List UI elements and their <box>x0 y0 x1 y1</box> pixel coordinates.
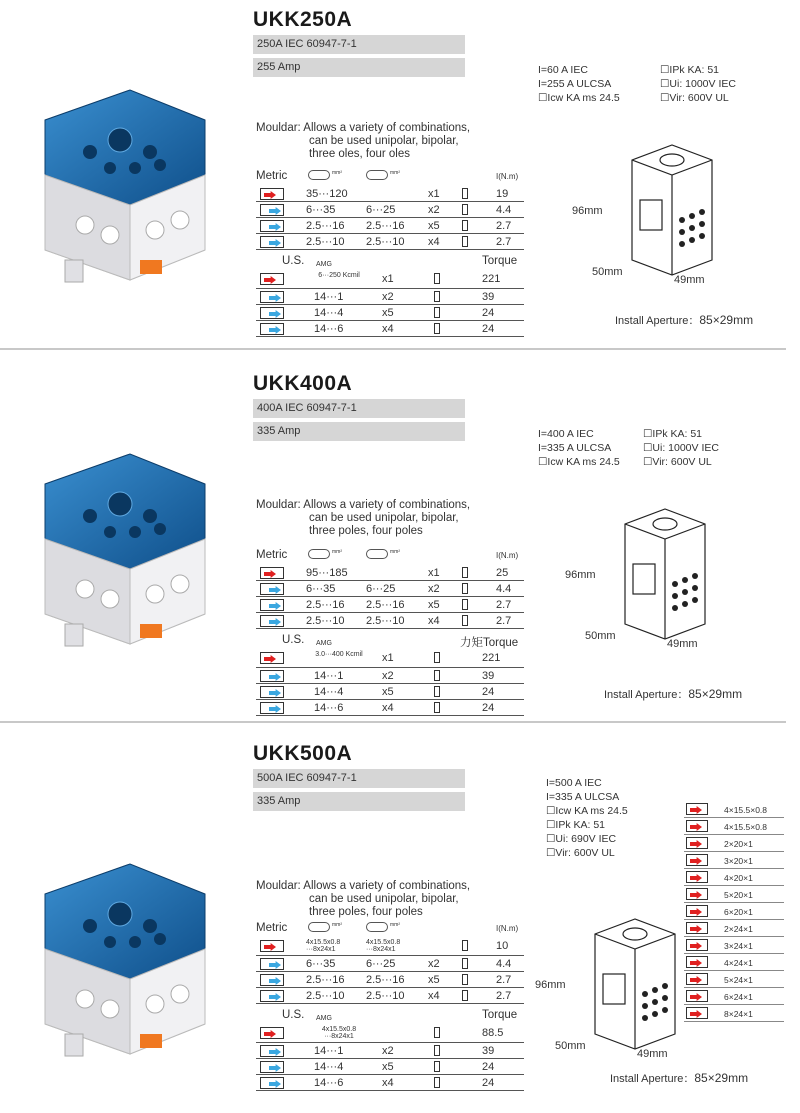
us-torque: 39 <box>482 670 495 682</box>
metric-unit: mm² <box>332 549 342 555</box>
us-torque: 24 <box>482 1061 495 1073</box>
spec-left-item: I=255 A ULCSA <box>538 78 612 90</box>
metric-torque: 2.7 <box>496 615 512 627</box>
spec-right-item: ☐Vir: 600V UL <box>643 456 712 468</box>
standard-bar: 250A IEC 60947-7-1 <box>253 35 465 54</box>
cable-icon <box>366 170 388 180</box>
us-torque: 24 <box>482 1077 495 1089</box>
us-torque: 24 <box>482 686 495 698</box>
metric-table <box>256 920 524 1091</box>
screw-icon <box>462 583 468 594</box>
dim-width: 50mm <box>555 1040 586 1052</box>
cable-input-icon <box>260 702 284 714</box>
product-photo <box>10 424 220 659</box>
dim-depth: 49mm <box>667 638 698 650</box>
us-label: U.S. <box>282 255 305 267</box>
cable-input-icon <box>260 615 284 627</box>
section-divider <box>0 348 786 350</box>
us-range: 14···4 <box>314 686 344 698</box>
us-torque: 221 <box>482 273 501 285</box>
screw-icon <box>434 1061 440 1072</box>
busbar-size-row <box>684 818 784 835</box>
metric-torque: 4.4 <box>496 958 512 970</box>
spec-left-item: ☐Ui: 690V IEC <box>546 833 617 845</box>
busbar-input-icon <box>260 567 284 579</box>
busbar-size: 6×24×1 <box>724 992 753 1002</box>
us-count: x1 <box>382 273 394 285</box>
amp-bar: 335 Amp <box>253 792 465 811</box>
product-section-ukk400a <box>0 364 800 714</box>
torque-unit: I(N.m) <box>496 172 519 181</box>
busbar-size: 8×24×1 <box>724 1009 753 1019</box>
metric-header <box>256 547 524 565</box>
metric-range-a: 35···120 <box>306 188 348 200</box>
screw-icon <box>434 1045 440 1056</box>
metric-range-b: 2.5···10 <box>366 990 405 1002</box>
screw-icon <box>462 220 468 231</box>
us-row <box>256 1025 524 1043</box>
mould-line: can be used unipolar, bipolar, <box>309 135 459 147</box>
spec-left-item: I=500 A IEC <box>546 777 602 789</box>
spec-left-item: ☐Icw KA ms 24.5 <box>538 92 620 104</box>
amp-bar: 255 Amp <box>253 58 465 77</box>
busbar-size: 2×20×1 <box>724 839 753 849</box>
metric-header <box>256 168 524 186</box>
busbar-size-row <box>684 903 784 920</box>
metric-range-a: 6···35 <box>306 958 336 970</box>
spec-left-item: I=400 A IEC <box>538 428 594 440</box>
metric-count: x2 <box>428 583 440 595</box>
us-amg: AMG <box>316 261 332 268</box>
us-header <box>256 632 524 650</box>
dim-width: 50mm <box>585 630 616 642</box>
busbar-input-icon <box>686 837 708 849</box>
us-range: 14···6 <box>314 323 344 335</box>
standard-bar: 500A IEC 60947-7-1 <box>253 769 465 788</box>
cable-input-icon <box>260 670 284 682</box>
spec-left-item: I=335 A ULCSA <box>538 442 612 454</box>
metric-range-b: 4x15.5x0.8 ···8x24x1 <box>366 939 401 953</box>
us-torque-label: Torque <box>482 255 518 267</box>
busbar-size-row <box>684 801 784 818</box>
us-count: x1 <box>382 652 394 664</box>
cable-icon <box>366 549 388 559</box>
busbar-input-icon <box>260 273 284 285</box>
cable-input-icon <box>260 686 284 698</box>
dim-depth: 49mm <box>637 1048 668 1060</box>
us-torque-label: 力矩Torque <box>460 637 519 649</box>
cable-input-icon <box>260 220 284 232</box>
busbar-input-icon <box>260 188 284 200</box>
section-divider <box>0 721 786 723</box>
us-range: 14···6 <box>314 1077 344 1089</box>
dimension-drawing <box>612 140 722 285</box>
screw-icon <box>462 567 468 578</box>
us-count: x5 <box>382 686 394 698</box>
dimension-drawing <box>575 914 685 1059</box>
install-label: Install Aperture： <box>610 1073 695 1085</box>
cable-input-icon <box>260 204 284 216</box>
screw-icon <box>462 974 468 985</box>
screw-icon <box>434 670 440 681</box>
busbar-size: 4×15.5×0.8 <box>724 805 768 815</box>
metric-range-a: 2.5···10 <box>306 236 345 248</box>
metric-count: x1 <box>428 567 440 579</box>
install-value: 85×29mm <box>688 687 743 701</box>
busbar-size: 3×24×1 <box>724 941 753 951</box>
cable-icon <box>308 170 330 180</box>
metric-row <box>256 581 524 597</box>
product-section-ukk500a <box>0 734 800 1089</box>
cable-input-icon <box>260 1045 284 1057</box>
spec-right-item: ☐Ui: 1000V IEC <box>643 442 719 454</box>
busbar-input-icon <box>260 940 284 952</box>
busbar-size-row <box>684 886 784 903</box>
metric-label: Metric <box>256 549 288 561</box>
us-amg: AMG <box>316 640 332 647</box>
dim-height: 96mm <box>535 979 566 991</box>
metric-unit: mm² <box>332 922 342 928</box>
dimension-drawing <box>605 504 715 649</box>
busbar-size-row <box>684 1005 784 1022</box>
us-range: 3.0···400 Kcmil <box>315 651 363 658</box>
us-torque-label: Torque <box>482 1009 518 1021</box>
metric-range-b: 2.5···10 <box>366 236 405 248</box>
dim-depth: 49mm <box>674 274 705 286</box>
us-torque: 24 <box>482 702 495 714</box>
busbar-size-row <box>684 835 784 852</box>
metric-range-a: 2.5···16 <box>306 599 345 611</box>
metric-count: x5 <box>428 599 440 611</box>
metric-range-a: 2.5···10 <box>306 615 345 627</box>
metric-label: Metric <box>256 922 288 934</box>
cable-input-icon <box>260 323 284 335</box>
cable-input-icon <box>260 307 284 319</box>
us-torque: 24 <box>482 307 495 319</box>
metric-row <box>256 988 524 1004</box>
torque-unit: I(N.m) <box>496 551 519 560</box>
busbar-input-icon <box>686 888 708 900</box>
metric-range-a: 4x15.5x0.8 ···8x24x1 <box>306 939 341 953</box>
busbar-size: 4×20×1 <box>724 873 753 883</box>
metric-label: Metric <box>256 170 288 182</box>
metric-count: x1 <box>428 188 440 200</box>
cable-input-icon <box>260 958 284 970</box>
product-photo <box>10 834 220 1069</box>
busbar-size: 4×24×1 <box>724 958 753 968</box>
metric-range-b: 2.5···16 <box>366 220 405 232</box>
screw-icon <box>462 204 468 215</box>
spec-left-item: I=335 A ULCSA <box>546 791 620 803</box>
metric-torque: 25 <box>496 567 509 579</box>
product-title: UKK400A <box>253 372 353 395</box>
spec-left-item: I=60 A IEC <box>538 64 588 76</box>
metric-unit: mm² <box>390 549 400 555</box>
us-count: x5 <box>382 307 394 319</box>
us-torque: 39 <box>482 291 495 303</box>
busbar-input-icon <box>686 905 708 917</box>
metric-torque: 19 <box>496 188 509 200</box>
busbar-input-icon <box>686 973 708 985</box>
metric-range-b: 2.5···16 <box>366 599 405 611</box>
mould-line: can be used unipolar, bipolar, <box>309 893 459 905</box>
us-count: x4 <box>382 1077 394 1089</box>
us-row <box>256 1075 524 1091</box>
metric-row <box>256 613 524 629</box>
busbar-size-row <box>684 920 784 937</box>
screw-icon <box>434 323 440 334</box>
metric-range-a: 6···35 <box>306 204 336 216</box>
metric-torque: 10 <box>496 940 509 952</box>
metric-row <box>256 938 524 956</box>
us-row <box>256 1043 524 1059</box>
metric-torque: 2.7 <box>496 974 512 986</box>
metric-range-a: 2.5···10 <box>306 990 345 1002</box>
product-title: UKK250A <box>253 8 353 31</box>
screw-icon <box>434 1027 440 1038</box>
us-row <box>256 650 524 668</box>
metric-count: x5 <box>428 974 440 986</box>
standard-bar: 400A IEC 60947-7-1 <box>253 399 465 418</box>
mould-line: three poles, four poles <box>309 525 423 537</box>
us-count: x2 <box>382 291 394 303</box>
us-count: x2 <box>382 1045 394 1057</box>
metric-header <box>256 920 524 938</box>
install-label: Install Aperture： <box>604 689 689 701</box>
dim-width: 50mm <box>592 266 623 278</box>
busbar-size-list <box>684 801 784 1022</box>
metric-torque: 2.7 <box>496 220 512 232</box>
us-row <box>256 321 524 337</box>
metric-torque: 2.7 <box>496 236 512 248</box>
metric-torque: 4.4 <box>496 583 512 595</box>
metric-row <box>256 597 524 613</box>
metric-row <box>256 186 524 202</box>
us-range: 14···4 <box>314 1061 344 1073</box>
busbar-size: 4×15.5×0.8 <box>724 822 768 832</box>
us-range: 4x15.5x0.8 ···8x24x1 <box>321 1026 357 1040</box>
install-aperture <box>615 312 753 328</box>
busbar-size-row <box>684 852 784 869</box>
spec-left-item: ☐IPk KA: 51 <box>546 819 606 831</box>
us-count: x4 <box>382 323 394 335</box>
spec-right-item: ☐IPk KA: 51 <box>643 428 703 440</box>
us-count: x2 <box>382 670 394 682</box>
us-header <box>256 253 524 271</box>
screw-icon <box>434 652 440 663</box>
us-label: U.S. <box>282 634 305 646</box>
busbar-size: 6×20×1 <box>724 907 753 917</box>
metric-row <box>256 218 524 234</box>
product-section-ukk250a <box>0 0 800 350</box>
spec-left-item: ☐Icw KA ms 24.5 <box>546 805 628 817</box>
torque-unit: I(N.m) <box>496 924 519 933</box>
amp-bar: 335 Amp <box>253 422 465 441</box>
us-torque: 24 <box>482 323 495 335</box>
metric-count: x2 <box>428 958 440 970</box>
busbar-input-icon <box>686 939 708 951</box>
metric-unit: mm² <box>390 170 400 176</box>
us-row <box>256 271 524 289</box>
metric-range-a: 2.5···16 <box>306 220 345 232</box>
metric-count: x4 <box>428 990 440 1002</box>
product-title: UKK500A <box>253 742 353 765</box>
screw-icon <box>462 990 468 1001</box>
us-count: x4 <box>382 702 394 714</box>
busbar-input-icon <box>260 652 284 664</box>
mould-line: Mouldar: Allows a variety of combinations, <box>256 499 471 511</box>
us-row <box>256 668 524 684</box>
cable-input-icon <box>260 599 284 611</box>
mould-description <box>256 880 470 919</box>
screw-icon <box>434 1077 440 1088</box>
busbar-size: 5×24×1 <box>724 975 753 985</box>
busbar-input-icon <box>686 820 708 832</box>
screw-icon <box>434 273 440 284</box>
metric-range-b: 6···25 <box>366 583 396 595</box>
mould-line: Mouldar: Allows a variety of combinations, <box>256 122 471 134</box>
spec-right-item: ☐Vir: 600V UL <box>660 92 729 104</box>
us-row <box>256 305 524 321</box>
us-range: 14···1 <box>314 1045 344 1057</box>
metric-range-b: 2.5···16 <box>366 974 405 986</box>
us-torque: 221 <box>482 652 501 664</box>
screw-icon <box>434 291 440 302</box>
metric-range-b: 2.5···10 <box>366 615 405 627</box>
metric-count: x4 <box>428 615 440 627</box>
busbar-input-icon <box>686 854 708 866</box>
us-torque: 88.5 <box>482 1027 504 1039</box>
busbar-input-icon <box>260 1027 284 1039</box>
metric-range-a: 2.5···16 <box>306 974 345 986</box>
us-header <box>256 1007 524 1025</box>
cable-icon <box>366 922 388 932</box>
mould-line: can be used unipolar, bipolar, <box>309 512 459 524</box>
dim-height: 96mm <box>565 569 596 581</box>
spec-right-item: ☐IPk KA: 51 <box>660 64 720 76</box>
screw-icon <box>462 958 468 969</box>
metric-table <box>256 547 524 716</box>
mould-line: Mouldar: Allows a variety of combinations, <box>256 880 471 892</box>
us-row <box>256 684 524 700</box>
metric-unit: mm² <box>332 170 342 176</box>
metric-torque: 2.7 <box>496 599 512 611</box>
busbar-input-icon <box>686 803 708 815</box>
us-label: U.S. <box>282 1009 305 1021</box>
screw-icon <box>462 236 468 247</box>
screw-icon <box>462 188 468 199</box>
product-photo <box>10 60 220 295</box>
us-row <box>256 1059 524 1075</box>
us-range: 14···4 <box>314 307 344 319</box>
mould-description <box>256 499 470 538</box>
dim-height: 96mm <box>572 205 603 217</box>
metric-count: x4 <box>428 236 440 248</box>
cable-icon <box>308 922 330 932</box>
metric-row <box>256 956 524 972</box>
install-label: Install Aperture： <box>615 315 700 327</box>
metric-range-b: 6···25 <box>366 204 396 216</box>
metric-row <box>256 972 524 988</box>
metric-range-b: 6···25 <box>366 958 396 970</box>
busbar-input-icon <box>686 871 708 883</box>
spec-left-item: ☐Vir: 600V UL <box>546 847 615 859</box>
metric-torque: 2.7 <box>496 990 512 1002</box>
cable-input-icon <box>260 974 284 986</box>
us-range: 14···6 <box>314 702 344 714</box>
metric-row <box>256 234 524 250</box>
install-aperture <box>604 686 742 702</box>
mould-line: three poles, four poles <box>309 906 423 918</box>
us-count: x5 <box>382 1061 394 1073</box>
busbar-size-row <box>684 869 784 886</box>
metric-row <box>256 565 524 581</box>
busbar-size-row <box>684 988 784 1005</box>
cable-input-icon <box>260 1061 284 1073</box>
us-torque: 39 <box>482 1045 495 1057</box>
mould-line: three oles, four oles <box>309 148 411 160</box>
screw-icon <box>462 615 468 626</box>
busbar-size-row <box>684 971 784 988</box>
spec-left-item: ☐Icw KA ms 24.5 <box>538 456 620 468</box>
metric-row <box>256 202 524 218</box>
cable-input-icon <box>260 291 284 303</box>
screw-icon <box>434 702 440 713</box>
us-range: 14···1 <box>314 291 344 303</box>
busbar-size-row <box>684 954 784 971</box>
cable-input-icon <box>260 236 284 248</box>
mould-description <box>256 122 470 161</box>
metric-count: x2 <box>428 204 440 216</box>
metric-range-a: 95···185 <box>306 567 348 579</box>
metric-table <box>256 168 524 337</box>
us-amg: AMG <box>316 1015 332 1022</box>
spec-right-item: ☐Ui: 1000V IEC <box>660 78 736 90</box>
us-range: 14···1 <box>314 670 344 682</box>
us-range: 6···250 Kcmil <box>318 272 360 279</box>
busbar-size: 5×20×1 <box>724 890 753 900</box>
screw-icon <box>462 940 468 951</box>
install-value: 85×29mm <box>694 1071 749 1085</box>
cable-input-icon <box>260 583 284 595</box>
us-row <box>256 700 524 716</box>
busbar-input-icon <box>686 1007 708 1019</box>
cable-input-icon <box>260 1077 284 1089</box>
cable-icon <box>308 549 330 559</box>
busbar-size: 3×20×1 <box>724 856 753 866</box>
install-value: 85×29mm <box>699 313 754 327</box>
us-row <box>256 289 524 305</box>
screw-icon <box>462 599 468 610</box>
metric-count: x5 <box>428 220 440 232</box>
busbar-input-icon <box>686 956 708 968</box>
metric-torque: 4.4 <box>496 204 512 216</box>
busbar-size-row <box>684 937 784 954</box>
busbar-input-icon <box>686 922 708 934</box>
metric-unit: mm² <box>390 922 400 928</box>
cable-input-icon <box>260 990 284 1002</box>
screw-icon <box>434 686 440 697</box>
install-aperture <box>610 1070 748 1086</box>
metric-range-a: 6···35 <box>306 583 336 595</box>
screw-icon <box>434 307 440 318</box>
busbar-size: 2×24×1 <box>724 924 753 934</box>
busbar-input-icon <box>686 990 708 1002</box>
